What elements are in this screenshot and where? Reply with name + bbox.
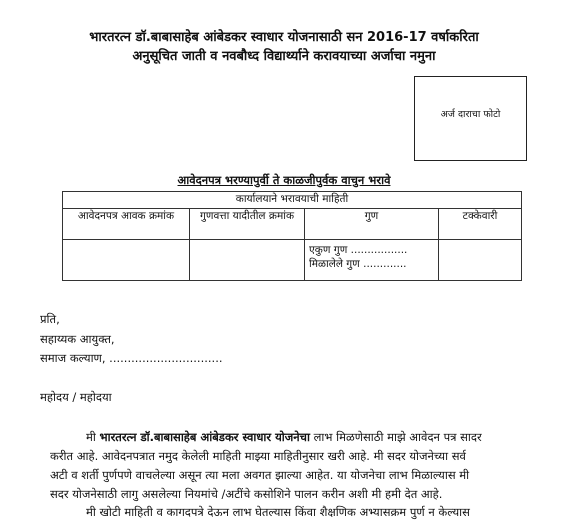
form-title-line2: अनुसूचित जाती व नवबौध्द विद्यार्थ्याने करावयाच्या अर्जाचा नमुना (132, 49, 436, 64)
office-table-heading: कार्यालयाने भरावयाची माहिती (63, 192, 522, 209)
office-use-table (62, 191, 522, 281)
address-line2: समाज कल्याण, ............................... (40, 351, 223, 365)
form-title-line1: भारतरत्न डॉ.बाबासाहेब आंबेडकर स्वाधार योजनासाठी सन 2016-17 वर्षाकरिता (89, 30, 479, 45)
marks-total-label: एकुण गुण ................. (309, 244, 408, 256)
cell-merit-list-number[interactable] (190, 240, 305, 281)
body-line3: अटी व शर्ती पुर्णपणे वाचलेल्या असून त्या मला अवगत झाल्या आहेत. या योजनेचा लाभ मिळाल्यास मी (50, 468, 470, 482)
address-line1: सहाय्यक आयुक्त, (40, 332, 115, 346)
body-line2: करीत आहे. आवेदनपत्रात नमुद केलेली माहिती माझ्या माहितीनुसार खरी आहे. मी सदर योजनेच्या सर्व (50, 449, 466, 463)
body-line1-prefix: मी (86, 430, 100, 444)
instruction-heading: आवेदनपत्र भरण्यापुर्वी ते काळजीपुर्वक वाचुन भरावे (177, 173, 391, 187)
body-line5: मी खोटी माहिती व कागदपत्रे देऊन लाभ घेतल्यास किंवा शैक्षणिक अभ्यासक्रम पुर्ण न केल्यास (86, 505, 470, 519)
column-percentage: टक्केवारी (439, 209, 522, 240)
cell-percentage[interactable] (439, 240, 522, 281)
body-line1-suffix: लाभ मिळणेसाठी माझे आवेदन पत्र सादर (309, 430, 482, 444)
address-to: प्रति, (40, 312, 60, 326)
applicant-photo-box (414, 76, 527, 161)
column-marks: गुण (305, 209, 439, 240)
salutation: महोदय / महोदया (40, 390, 112, 404)
photo-box-label: अर्ज दाराचा फोटो (440, 109, 501, 120)
cell-marks[interactable] (305, 240, 439, 281)
body-line4: सदर योजनेसाठी लागु असलेल्या नियमांचे /अटींचे कसोशिने पालन करीन अशी मी हमी देत आहे. (50, 487, 443, 501)
cell-application-number[interactable] (63, 240, 190, 281)
marks-obtained-label: मिळालेले गुण ............. (309, 258, 407, 270)
scheme-name: भारतरत्न डॉ.बाबासाहेब आंबेडकर स्वाधार योजनेचा (99, 430, 310, 444)
body-line1 (86, 430, 482, 445)
column-merit-list-number: गुणवत्ता यादीतील क्रमांक (190, 209, 305, 240)
column-application-number: आवेदनपत्र आवक क्रमांक (63, 209, 190, 240)
